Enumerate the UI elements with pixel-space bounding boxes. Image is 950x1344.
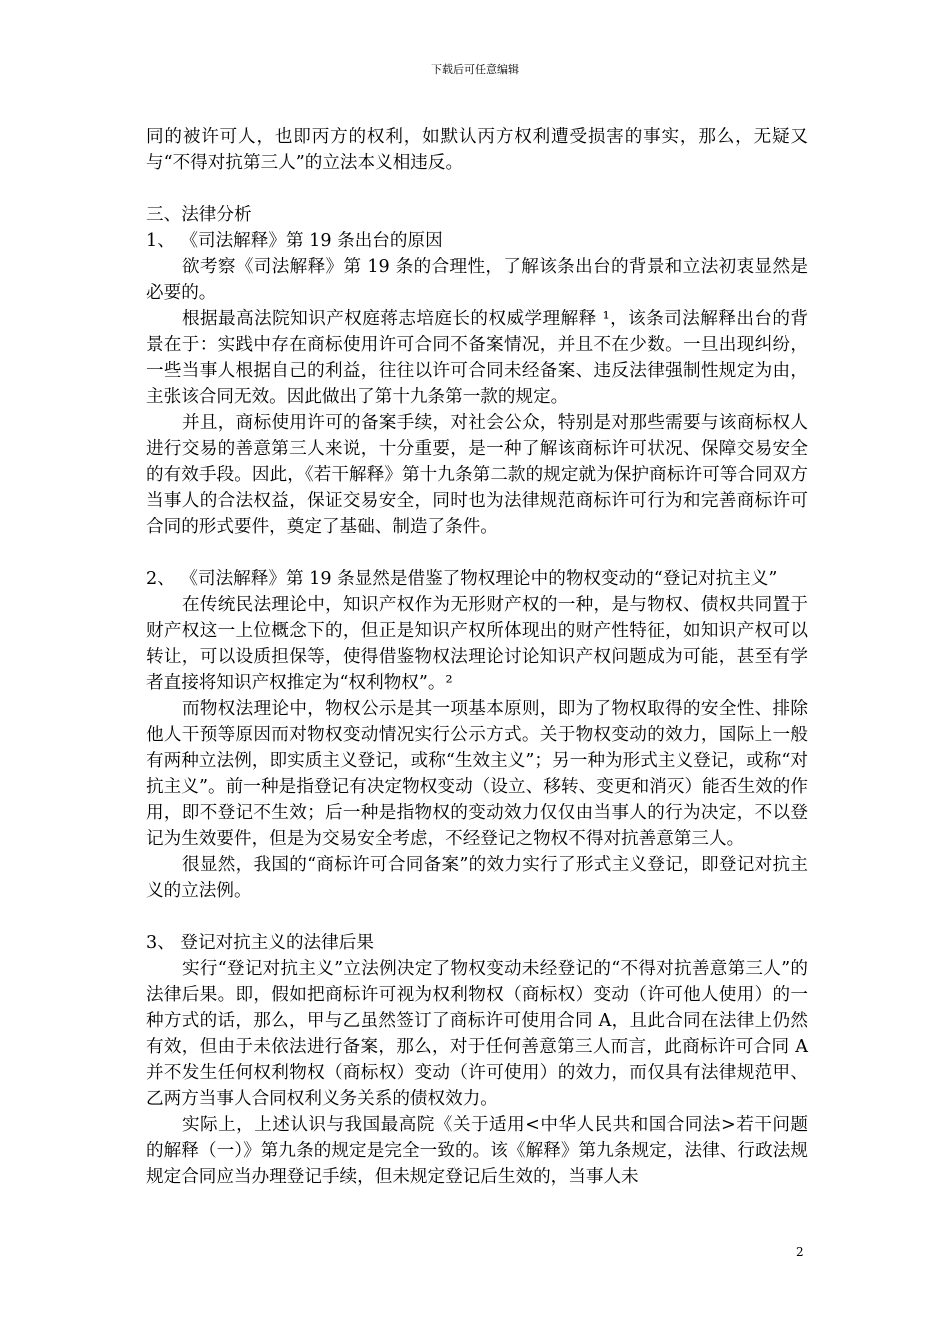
body-paragraph: 根据最高法院知识产权庭蒋志培庭长的权威学理解释 ¹，该条司法解释出台的背景在于：实践中存在商标使用许可合同不备案情况，并且不在少数。一旦出现纠纷，一些当事人根据自己的利益，往往以许可合同未经备案、违反法律强制性规定为由，主张该合同无效。因此做出了第十九条第一款的规定。: [146, 309, 808, 407]
section-heading: 3、 登记对抗主义的法律后果: [146, 933, 374, 953]
body-paragraph: 很显然，我国的“商标许可合同备案”的效力实行了形式主义登记，即登记对抗主义的立法例。: [146, 855, 808, 901]
body-paragraph: 实行“登记对抗主义”立法例决定了物权变动未经登记的“不得对抗善意第三人”的法律后果。即，假如把商标许可视为权利物权（商标权）变动（许可他人使用）的一种方式的话，那么，甲与乙虽然签订了商标许可使用合同 A，且此合同在法律上仍然有效，但由于未依法进行备案，那么，对于任何善意第三人而言，此商标许可合同 A 并不发生任何权利物权（商标权）变动（许可使用）的效力，而仅具有法律规范甲、乙两方当事人合同权利义务关系的债权效力。: [146, 959, 808, 1109]
paragraph-spacer: [146, 540, 808, 566]
page-header: 下载后可任意编辑: [431, 63, 519, 76]
page-number: 2: [796, 1245, 804, 1259]
body-paragraph: 欲考察《司法解释》第 19 条的合理性，了解该条出台的背景和立法初衷显然是必要的。: [146, 257, 808, 303]
paragraph-spacer: [146, 904, 808, 930]
body-paragraph: 实际上，上述认识与我国最高院《关于适用<中华人民共和国合同法>若干问题的解释（一）》第九条的规定是完全一致的。该《解释》第九条规定，法律、行政法规规定合同应当办理登记手续，但未规定登记后生效的，当事人未: [146, 1115, 808, 1187]
document-body: [146, 124, 808, 1190]
paragraph-spacer: [146, 176, 808, 202]
section-heading: 2、 《司法解释》第 19 条显然是借鉴了物权理论中的物权变动的“登记对抗主义”: [146, 569, 778, 589]
body-paragraph: 而物权法理论中，物权公示是其一项基本原则，即为了物权取得的安全性、排除他人干预等原因而对物权变动情况实行公示方式。关于物权变动的效力，国际上一般有两种立法例，即实质主义登记，或称“生效主义”；另一种为形式主义登记，或称“对抗主义”。前一种是指登记有决定物权变动（设立、移转、变更和消灭）能否生效的作用，即不登记不生效；后一种是指物权的变动效力仅仅由当事人的行为决定，不以登记为生效要件，但是为交易安全考虑，不经登记之物权不得对抗善意第三人。: [146, 699, 808, 849]
section-heading: 1、 《司法解释》第 19 条出台的原因: [146, 231, 443, 251]
body-paragraph: 同的被许可人，也即丙方的权利，如默认丙方权利遭受损害的事实，那么，无疑又与“不得对抗第三人”的立法本义相违反。: [146, 127, 808, 173]
body-paragraph: 并且，商标使用许可的备案手续，对社会公众，特别是对那些需要与该商标权人进行交易的善意第三人来说，十分重要，是一种了解该商标许可状况、保障交易安全的有效手段。因此，《若干解释》第十九条第二款的规定就为保护商标许可等合同双方当事人的合法权益，保证交易安全，同时也为法律规范商标许可行为和完善商标许可合同的形式要件，奠定了基础、制造了条件。: [146, 413, 808, 537]
body-paragraph: 在传统民法理论中，知识产权作为无形财产权的一种，是与物权、债权共同置于财产权这一上位概念下的，但正是知识产权所体现出的财产性特征，如知识产权可以转让，可以设质担保等，使得借鉴物权法理论讨论知识产权问题成为可能，甚至有学者直接将知识产权推定为“权利物权”。²: [146, 595, 808, 693]
section-heading: 三、法律分析: [146, 205, 252, 225]
